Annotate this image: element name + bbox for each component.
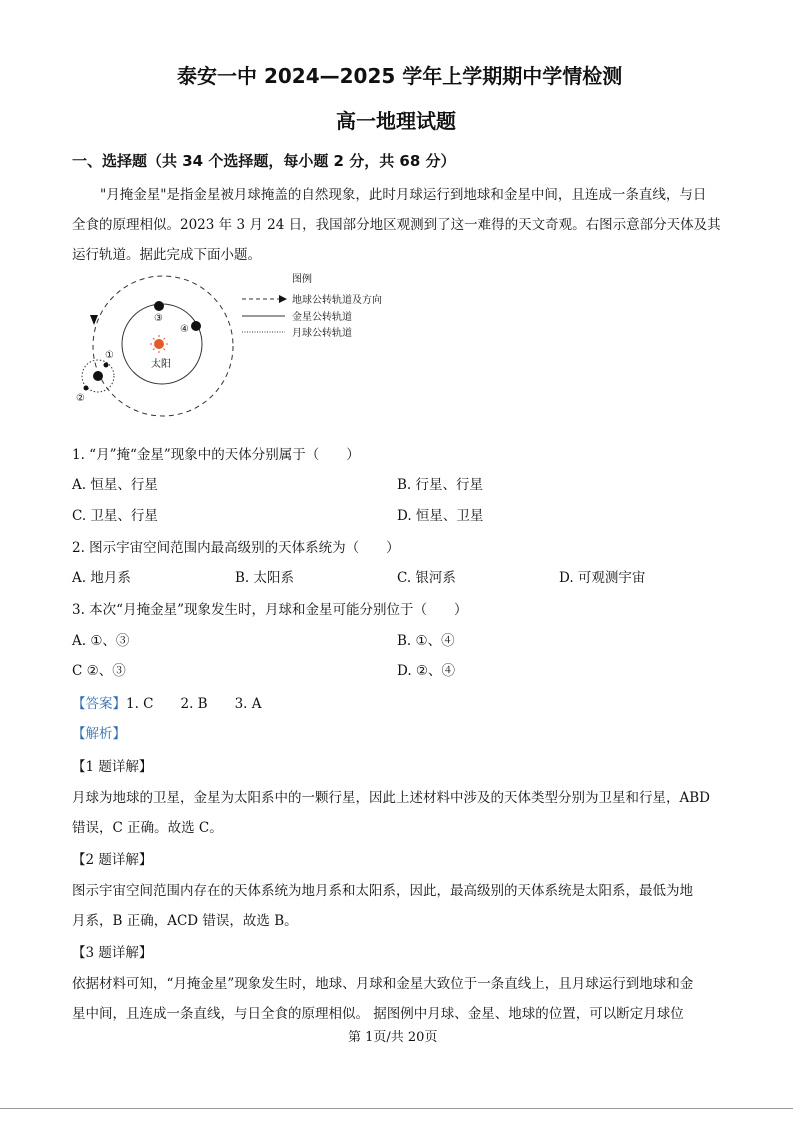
detail3-line-1: 依据材料可知，“月掩金星”现象发生时，地球、月球和金星大致位于一条直线上，且月球运行到地球和金 <box>72 976 694 992</box>
q3-option-c[interactable]: C ②、③ <box>72 663 126 679</box>
page-bottom-divider <box>0 1108 793 1109</box>
exam-title: 泰安一中 2024—2025 学年上学期期中学情检测 <box>177 64 623 88</box>
q1-option-c[interactable]: C. 卫星、行星 <box>72 508 158 524</box>
legend-arrow-icon <box>279 295 287 303</box>
q3-option-b[interactable]: B. ①、④ <box>397 633 455 649</box>
detail2-heading: 【2 题详解】 <box>72 852 153 868</box>
intro-line-1: "月掩金星"是指金星被月球掩盖的自然现象，此时月球运行到地球和金星中间，且连成一条直线，与日 <box>100 187 707 203</box>
earth <box>93 371 103 381</box>
page-number: 第 1页/共 20页 <box>348 1030 438 1045</box>
q2-option-c[interactable]: C. 银河系 <box>397 570 456 586</box>
answer-label: 【答案】 <box>72 696 126 712</box>
q3-stem: 3. 本次“月掩金星”现象发生时，月球和金星可能分别位于（ ） <box>72 602 468 618</box>
analysis-label: 【解析】 <box>72 726 126 742</box>
q1-option-d[interactable]: D. 恒星、卫星 <box>397 508 484 524</box>
marker-1: ① <box>105 350 114 361</box>
legend-venus-label: 金星公转轨道 <box>292 312 352 323</box>
exam-subtitle: 高一地理试题 <box>336 109 456 133</box>
q2-option-d[interactable]: D. 可观测宇宙 <box>559 570 646 586</box>
q1-stem: 1. “月”掩“金星”现象中的天体分别属于（ ） <box>72 447 360 463</box>
section-heading: 一、选择题（共 34 个选择题，每小题 2 分，共 68 分） <box>72 152 456 170</box>
q2-stem: 2. 图示宇宙空间范围内最高级别的天体系统为（ ） <box>72 540 400 556</box>
moon-position-2 <box>84 386 89 391</box>
q2-option-a[interactable]: A. 地月系 <box>72 570 131 586</box>
venus-position-4 <box>191 321 201 331</box>
q1-option-b[interactable]: B. 行星、行星 <box>397 477 484 493</box>
answer-text: 1. C 2. B 3. A <box>126 696 262 712</box>
q3-option-d[interactable]: D. ②、④ <box>397 663 456 679</box>
legend-title: 图例 <box>292 274 312 285</box>
legend-moon-label: 月球公转轨道 <box>292 328 352 339</box>
q2-option-b[interactable]: B. 太阳系 <box>235 570 295 586</box>
detail1-heading: 【1 题详解】 <box>72 759 153 775</box>
detail3-line-2: 星中间，且连成一条直线，与日全食的原理相似。 据图例中月球、金星、地球的位置，可以断定月球位 <box>72 1006 684 1022</box>
detail2-line-2: 月系，B 正确，ACD 错误，故选 B。 <box>72 913 298 929</box>
detail1-line-2: 错误，C 正确。故选 C。 <box>72 820 223 836</box>
venus-position-3 <box>154 301 164 311</box>
intro-line-3: 运行轨道。据此完成下面小题。 <box>72 247 261 263</box>
sun-label: 太阳 <box>151 359 171 370</box>
legend-earth-label: 地球公转轨道及方向 <box>292 295 382 306</box>
marker-2: ② <box>76 393 85 404</box>
detail3-heading: 【3 题详解】 <box>72 945 153 961</box>
marker-3: ③ <box>154 313 163 324</box>
detail1-line-1: 月球为地球的卫星，金星为太阳系中的一颗行星，因此上述材料中涉及的天体类型分别为卫星和行星，ABD <box>72 790 710 806</box>
q1-option-a[interactable]: A. 恒星、行星 <box>72 477 158 493</box>
orbit-diagram <box>70 268 400 413</box>
marker-4: ④ <box>180 324 189 335</box>
answer-line <box>72 692 262 712</box>
moon-position-1 <box>104 363 109 368</box>
detail2-line-1: 图示宇宙空间范围内存在的天体系统为地月系和太阳系，因此，最高级别的天体系统是太阳系，最低为地 <box>72 883 693 899</box>
intro-line-2: 全食的原理相似。2023 年 3 月 24 日，我国部分地区观测到了这一难得的天文奇观。右图示意部分天体及其 <box>72 217 721 233</box>
q3-option-a[interactable]: A. ①、③ <box>72 633 130 649</box>
sun-icon <box>150 335 168 353</box>
orbit-direction-arrow <box>90 315 98 325</box>
